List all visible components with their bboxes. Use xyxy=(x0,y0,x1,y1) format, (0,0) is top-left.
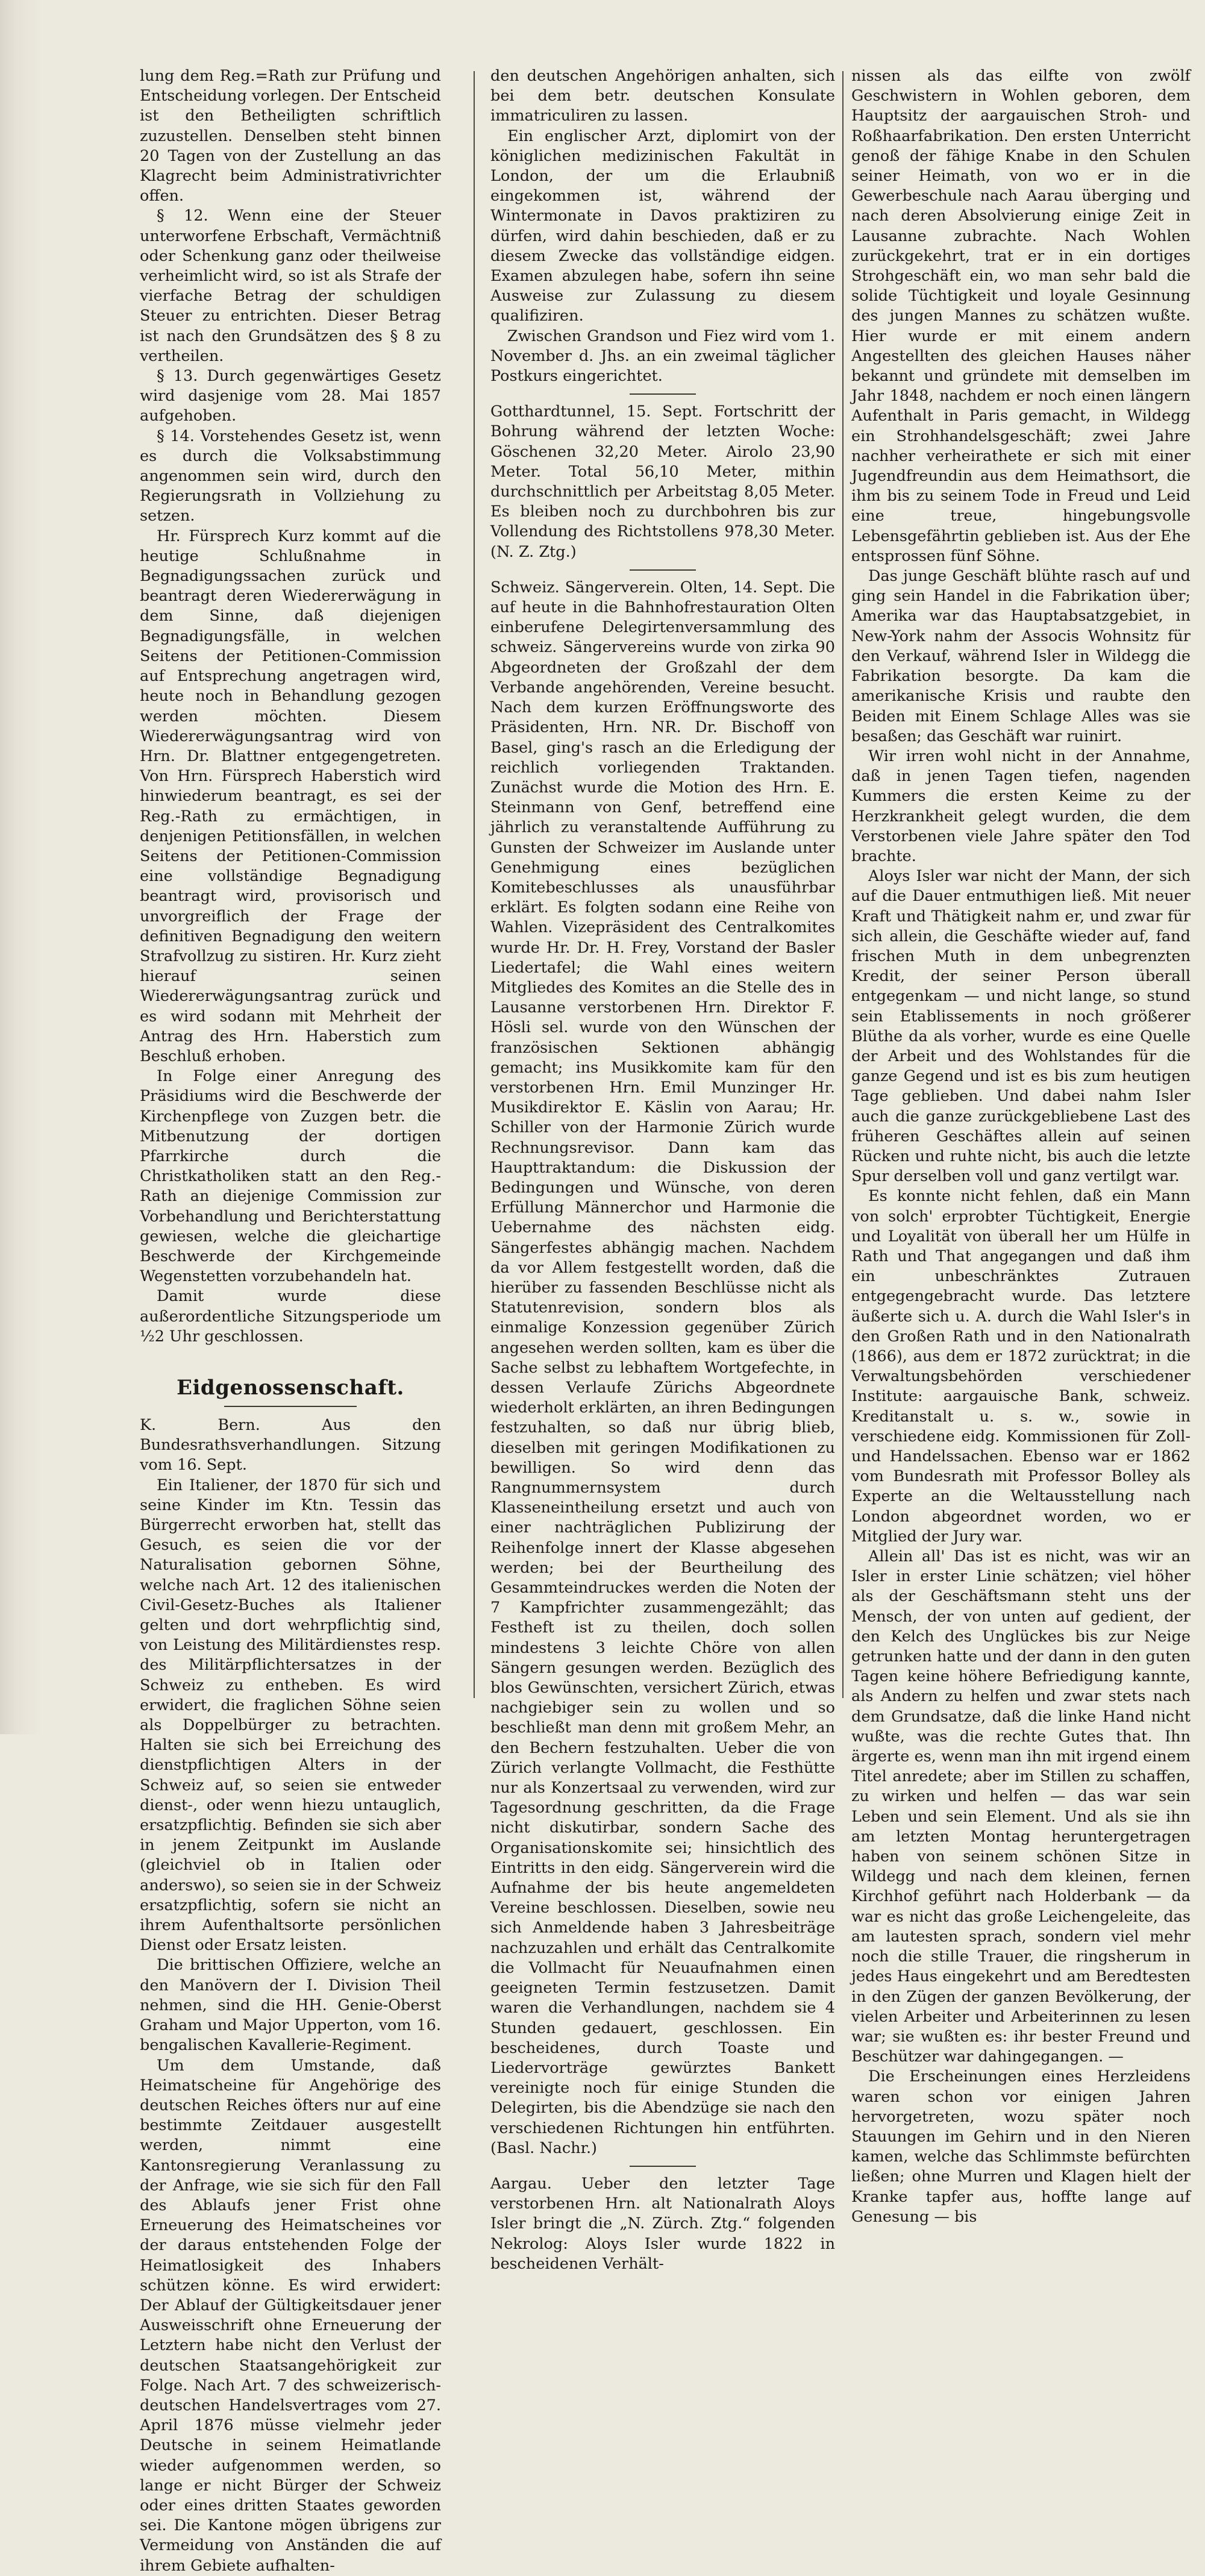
paragraph: Die Erscheinungen eines Herzleidens waren schon vor einigen Jahren hervorgetreten, wozu später noch Stauungen im Gehirn und in den Nieren kamen, welche das Schlimmste befürchten ließen; ohne Murren und Klagen hielt der Kranke tapfer aus, hoffte lange auf Genesung — bis xyxy=(851,2067,1191,2226)
paragraph: § 13. Durch gegenwärtiges Gesetz wird dasjenige vom 28. Mai 1857 aufgehoben. xyxy=(140,367,441,425)
paragraph: den deutschen Angehörigen anhalten, sich bei dem betr. deutschen Konsulate immatriculiren zu lassen. xyxy=(490,67,835,125)
column-rule-2 xyxy=(842,71,844,1698)
paragraph: § 12. Wenn eine der Steuer unterworfene Erbschaft, Vermächtniß oder Schenkung ganz oder theilweise verheimlicht wird, so ist als Strafe der vierfache Betrag der schuldigen Steuer zu entrichten. Dieser Betrag ist nach den Grundsätzen des § 8 zu vertheilen. xyxy=(140,207,441,365)
page-margin-shadow xyxy=(0,0,42,1734)
paragraph: Aloys Isler war nicht der Mann, der sich auf die Dauer entmuthigen ließ. Mit neuer Kraft und Thätigkeit nahm er, und zwar für sich allein, die Geschäfte wieder auf, fand frischen Muth in dem unbegrenzten Kredit, der seiner Person überall entgegenkam — und nicht lange, so stund sein Etablissements in noch größerer Blüthe da als vorher, wurde es eine Quelle der Arbeit und des Wohlstandes für die ganze Gegend und ist es bis zum heutigen Tage geblieben. Und dabei nahm Isler auch die ganze zurückgebliebene Last des früheren Geschäftes allein auf seinen Rücken und ruhte nicht, bis auch die letzte Spur derselben voll und ganz vertilgt war. xyxy=(851,867,1191,1186)
paragraph: Schweiz. Sängerverein. Olten, 14. Sept. Die auf heute in die Bahnhofrestauration Olten einberufene Delegirtenversammlung des schweiz. Sängervereins wurde von zirka 90 Abgeordneten der Großzahl der dem Verbande angehörenden, Vereine besucht. Nach dem kurzen Eröffnungsworte des Präsidenten, Hrn. NR. Dr. Bischoff von Basel, ging's rasch an die Erledigung der reichlich vorliegenden Traktanden. Zunächst wurde die Motion des Hrn. E. Steinmann von Genf, betreffend eine jährlich zu veranstaltende Aufführung zu Gunsten der Schweizer im Auslande unter Genehmigung eines bezüglichen Komitebeschlusses als unausführbar erklärt. Es folgten sodann eine Reihe von Wahlen. Vizepräsident des Centralkomites wurde Hr. Dr. H. Frey, Vorstand der Basler Liedertafel; die Wahl eines weitern Mitgliedes des Komites an die Stelle des in Lausanne verstorbenen Hrn. Direktor F. Hösli sel. wurde von den Wünschen der französischen Sektionen abhängig gemacht; ins Musikkomite kam für den verstorbenen Hrn. Emil Munzinger Hr. Musikdirektor E. Käslin von Aarau; Hr. Schiller von der Harmonie Zürich wurde Rechnungsrevisor. Dann kam das Haupttraktandum: die Diskussion der Bedingungen und Wünsche, von deren Erfüllung Männerchor und Harmonie die Uebernahme des nächsten eidg. Sängerfestes abhängig machen. Nachdem da vor Allem festgestellt worden, daß die hierüber zu fassenden Beschlüsse nicht als Statutenrevision, sondern blos als einmalige Konzession gegenüber Zürich angesehen werden sollten, kam es über die Sache selbst zu lebhaftem Wortgefechte, in dessen Verlaufe Zürichs Abgeordnete wiederholt erklärten, an ihren Bedingungen festzuhalten, so daß nur übrig blieb, dieselben mit geringen Modifikationen zu bewilligen. So wird denn das Rangnummernsystem durch Klasseneintheilung ersetzt und auch von einer nachträglichen Publizirung der Reihenfolge innert der Klasse abgesehen werden; bei der Beurtheilung des Gesammteindruckes werden die Noten der 7 Kampfrichter zusammengezählt; das Festheft ist zu theilen, doch sollen mindestens 3 leichte Chöre von allen Sängern gesungen werden. Bezüglich des blos Gewünschten, versichert Zürich, etwas nachgiebiger sein zu wollen und so beschließt man denn mit großem Mehr, an den Bechern festzuhalten. Ueber die von Zürich verlangte Vollmacht, die Festhütte nur als Konzertsaal zu verwenden, wird zur Tagesordnung geschritten, da die Frage nicht diskutirbar, sondern Sache des Organisationskomite sei; hinsichtlich des Eintritts in den eidg. Sängerverein wird die Aufnahme der bis heute angemeldeten Vereine beschlossen. Dieselben, sowie neu sich Anmeldende haben 3 Jahresbeiträge nachzuzahlen und erhält das Centralkomite die Vollmacht für Neuaufnahmen einen geeigneten Termin festzusetzen. Damit waren die Verhandlungen, nachdem sie 4 Stunden gedauert, geschlossen. Ein bescheidenes, durch Toaste und Liedervorträge gewürztes Bankett vereinigte noch für einige Stunden die Delegirten, bis die Abendzüge sie nach den verschiedenen Richtungen hin entführten. (Basl. Nachr.) xyxy=(490,578,835,2157)
paragraph: Es konnte nicht fehlen, daß ein Mann von solch' erprobter Tüchtigkeit, Energie und Loyalität von überall her um Hülfe in Rath und That angegangen und daß ihm ein unbeschränktes Zutrauen entgegengebracht wurde. Das letztere äußerte sich u. A. durch die Wahl Isler's in den Großen Rath und in den Nationalrath (1866), aus dem er 1872 zurücktrat; in die Verwaltungsbehörden verschiedener Institute: aargauische Bank, schweiz. Kreditanstalt u. s. w., sowie in verschiedene eidg. Kommissionen für Zoll- und Handelssachen. Ebenso war er 1862 vom Bundesrath mit Professor Bolley als Experte an die Weltausstellung nach London abgeordnet worden, wo er Mitglied der Jury war. xyxy=(851,1187,1191,1546)
paragraph: In Folge einer Anregung des Präsidiums wird die Beschwerde der Kirchenpflege von Zuzgen betr. die Mitbenutzung der dortigen Pfarrkirche durch die Christkatholiken statt an den Reg.-Rath an diejenige Commission zur Vorbehandlung und Berichterstattung gewiesen, welche die gleichartige Beschwerde der Kirchgemeinde Wegenstetten vorzubehandeln hat. xyxy=(140,1067,441,1286)
column-rule-1 xyxy=(474,71,475,1698)
paragraph: Allein all' Das ist es nicht, was wir an Isler in erster Linie schätzen; viel höher als der Geschäftsmann steht uns der Mensch, der von unten auf gedient, der den Kelch des Unglückes bis zur Neige getrunken hatte und der dann in den guten Tagen keine höhere Befriedigung kannte, als Andern zu helfen und zwar stets nach dem Grundsatze, daß die linke Hand nicht wußte, was die rechte Gutes that. Ihn ärgerte es, wenn man ihn mit irgend einem Titel anredete; aber im Stillen zu schaffen, zu wirken und helfen — das war sein Leben und sein Element. Und als sie ihn am letzten Montag heruntergetragen haben von seinem schönen Sitze in Wildegg und nach dem kleinen, fernen Kirchhof geführt nach Holderbank — da war es nicht das große Leichengeleite, das am lautesten sprach, sondern viel mehr noch die stille Trauer, die ringsherum in jedes Haus eingekehrt und am Beredtesten in den Zügen der ganzen Bevölkerung, der vielen Arbeiter und Arbeiterinnen zu lesen war; sie wußten es: ihr bester Freund und Beschützer war dahingegangen. — xyxy=(851,1547,1191,2066)
article-separator xyxy=(630,2166,696,2167)
column-middle xyxy=(490,66,835,2274)
paragraph: Aargau. Ueber den letzter Tage verstorbenen Hrn. alt Nationalrath Aloys Isler bringt die „N. Zürch. Ztg.“ folgenden Nekrolog: Aloys Isler wurde 1822 in bescheidenen Verhält- xyxy=(490,2174,835,2273)
article-separator xyxy=(630,569,696,571)
paragraph: Damit wurde diese außerordentliche Sitzungsperiode um ½2 Uhr geschlossen. xyxy=(140,1287,441,1346)
paragraph: Ein englischer Arzt, diplomirt von der königlichen medizinischen Fakultät in London, der um die Erlaubniß eingekommen ist, während der Wintermonate in Davos praktiziren zu dürfen, wird dahin beschieden, daß er zu diesem Zwecke das vollständige eidgen. Examen abzulegen habe, sofern ihn seine Ausweise zur Zulassung zu diesem qualifiziren. xyxy=(490,127,835,325)
paragraph: Wir irren wohl nicht in der Annahme, daß in jenen Tagen tiefen, nagenden Kummers die ersten Keime zu der Herzkrankheit gelegt wurden, die dem Verstorbenen viele Jahre später den Tod brachte. xyxy=(851,747,1191,865)
paragraph: K. Bern. Aus den Bundesrathsverhandlungen. Sitzung vom 16. Sept. xyxy=(140,1416,441,1474)
paragraph: Das junge Geschäft blühte rasch auf und ging sein Handel in die Fabrikation über; Amerika war das Hauptabsatzgebiet, in New-York nahm der Associs Wohnsitz für den Verkauf, während Isler in Wildegg die Fabrikation besorgte. Da kam die amerikanische Krisis und raubte den Beiden mit Einem Schlage Alles was sie besaßen; das Geschäft war ruinirt. xyxy=(851,567,1191,745)
heading-rule xyxy=(224,1406,357,1407)
paragraph: Um dem Umstande, daß Heimatscheine für Angehörige des deutschen Reiches öfters nur auf eine bestimmte Zeitdauer ausgestellt werden, nimmt eine Kantonsregierung Veranlassung zu der Anfrage, wie sie sich für den Fall des Ablaufs jener Frist ohne Erneuerung des Heimatscheines vor der daraus entstehenden Folge der Heimatlosigkeit des Inhabers schützen könne. Es wird erwidert: Der Ablauf der Gültigkeitsdauer jener Ausweisschrift ohne Erneuerung der Letztern habe nicht den Verlust der deutschen Staatsangehörigkeit zur Folge. Nach Art. 7 des schweizerisch-deutschen Handelsvertrages vom 27. April 1876 müsse vielmehr jeder Deutsche in seinem Heimatlande wieder aufgenommen werden, so lange er nicht Bürger der Schweiz oder eines dritten Staates geworden sei. Die Kantone mögen übrigens zur Vermeidung von Anständen die auf ihrem Gebiete aufhalten- xyxy=(140,2056,441,2575)
paragraph: Hr. Fürsprech Kurz kommt auf die heutige Schlußnahme in Begnadigungssachen zurück und beantragt deren Wiedererwägung in dem Sinne, daß diejenigen Begnadigungsfälle, in welchen Seitens der Petitionen-Commission auf Entsprechung angetragen wird, heute noch in Behandlung gezogen werden möchten. Diesem Wiedererwägungsantrag wird von Hrn. Dr. Blattner entgegengetreten. Von Hrn. Fürsprech Haberstich wird hinwiederum beantragt, es sei der Reg.-Rath zu ermächtigen, in denjenigen Petitionsfällen, in welchen Seitens der Petitionen-Commission eine vollständige Begnadigung beantragt wird, provisorisch und unvorgreiflich der Frage der definitiven Begnadigung den weitern Strafvollzug zu sistiren. Hr. Kurz zieht hierauf seinen Wiedererwägungsantrag zurück und es wird sodann mit Mehrheit der Antrag des Hrn. Haberstich zum Beschluß erhoben. xyxy=(140,527,441,1065)
article-separator xyxy=(630,393,696,395)
paragraph: Zwischen Grandson und Fiez wird vom 1. November d. Jhs. an ein zweimal täglicher Postkurs eingerichtet. xyxy=(490,327,835,386)
paragraph: § 14. Vorstehendes Gesetz ist, wenn es durch die Volksabstimmung angenommen sein wird, durch den Regierungsrath in Vollziehung zu setzen. xyxy=(140,427,441,525)
column-left xyxy=(140,66,441,2576)
paragraph: lung dem Reg.=Rath zur Prüfung und Entscheidung vorlegen. Der Entscheid ist den Betheiligten schriftlich zuzustellen. Denselben steht binnen 20 Tagen von der Zustellung an das Klagrecht beim Administrativrichter offen. xyxy=(140,67,441,205)
paragraph: nissen als das eilfte von zwölf Geschwistern in Wohlen geboren, dem Hauptsitz der aargauischen Stroh- und Roßhaarfabrikation. Den ersten Unterricht genoß der fähige Knabe in den Schulen seiner Heimath, von wo er in die Gewerbeschule nach Aarau überging und nach deren Absolvierung einige Zeit in Lausanne zubrachte. Nach Wohlen zurückgekehrt, trat er in ein dortiges Strohgeschäft ein, wo man sehr bald die solide Tüchtigkeit und loyale Gesinnung des jungen Mannes zu schätzen wußte. Hier wurde er mit einem andern Angestellten des gleichen Hauses näher bekannt und gründete mit demselben im Jahr 1848, nachdem er noch einen längern Aufenthalt in Paris gemacht, in Wildegg ein Strohhandelsgeschäft; zwei Jahre nachher verheirathete er sich mit einer Jugendfreundin aus dem Heimathsort, die ihm bis zu seinem Tode in Freud und Leid eine treue, hingebungsvolle Lebensgefährtin geblieben ist. Aus der Ehe entsprossen fünf Söhne. xyxy=(851,67,1191,565)
paragraph: Ein Italiener, der 1870 für sich und seine Kinder im Ktn. Tessin das Bürgerrecht erworben hat, stellt das Gesuch, es seien die vor der Naturalisation gebornen Söhne, welche nach Art. 12 des italienischen Civil-Gesetz-Buches als Italiener gelten und dort wehrpflichtig sind, von Leistung des Militärdienstes resp. des Militärpflichtersatzes in der Schweiz zu entheben. Es wird erwidert, die fraglichen Söhne seien als Doppelbürger zu betrachten. Halten sie sich bei Erreichung des dienstpflichtigen Alters in der Schweiz auf, so seien sie entweder dienst-, oder wenn hiezu untauglich, ersatzpflichtig. Befinden sie sich aber in jenem Zeitpunkt im Auslande (gleichviel ob in Italien oder anderswo), so seien sie in der Schweiz ersatzpflichtig, sofern sie nicht an ihrem Aufenthaltsorte persönlichen Dienst oder Ersatz leisten. xyxy=(140,1476,441,1955)
paragraph: Die brittischen Offiziere, welche an den Manövern der I. Division Theil nehmen, sind die HH. Genie-Oberst Graham und Major Upperton, vom 16. bengalischen Kavallerie-Regiment. xyxy=(140,1956,441,2055)
paragraph: Gotthardtunnel, 15. Sept. Fortschritt der Bohrung während der letzten Woche: Göschenen 32,20 Meter. Airolo 23,90 Meter. Total 56,10 Meter, mithin durchschnittlich per Arbeitstag 8,05 Meter. Es bleiben noch zu durchbohren bis zur Vollendung des Richtstollens 978,30 Meter. (N. Z. Ztg.) xyxy=(490,403,835,561)
section-heading: Eidgenossenschaft. xyxy=(177,1376,404,1400)
column-right xyxy=(851,66,1191,2227)
